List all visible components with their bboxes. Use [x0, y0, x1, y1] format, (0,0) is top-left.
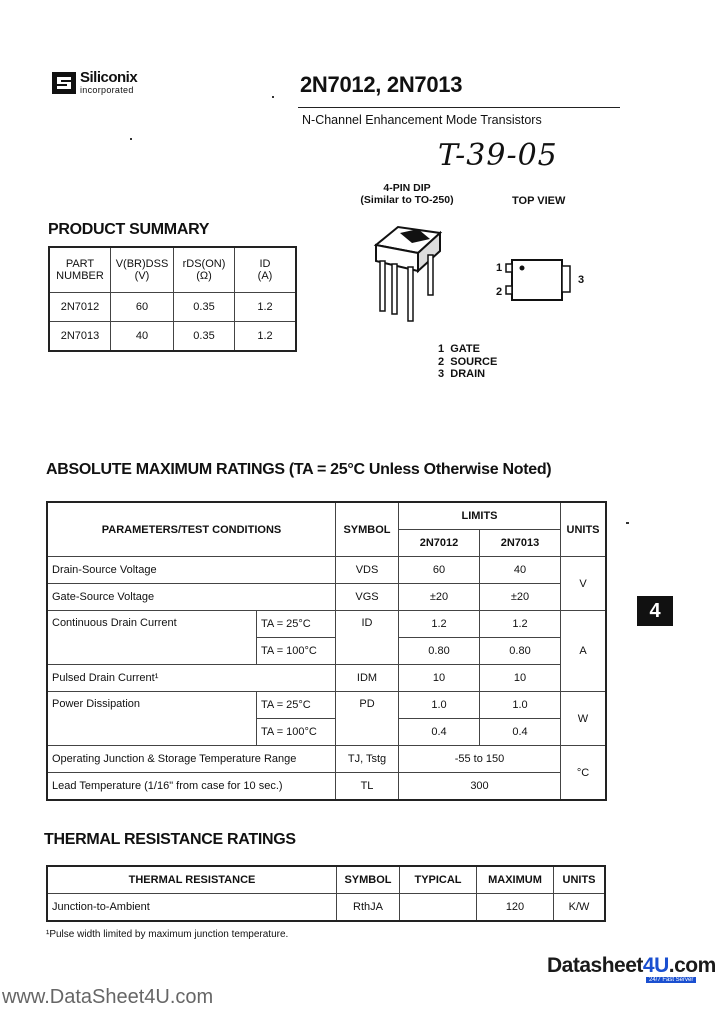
top-view-label: TOP VIEW: [512, 195, 566, 207]
amr-title: ABSOLUTE MAXIMUM RATINGS (TA = 25°C Unless Otherwise Noted): [46, 461, 552, 478]
device-subtitle: N-Channel Enhancement Mode Transistors: [302, 113, 542, 127]
watermark-logo: Datasheet4U.com: [547, 954, 716, 977]
legend-item: 2 SOURCE: [438, 355, 498, 368]
table-row: Drain-Source Voltage VDS 60 40 V: [47, 557, 606, 584]
part-title: 2N7012, 2N7013: [300, 72, 463, 97]
col-part: PART NUMBER: [49, 247, 111, 293]
watermark-link[interactable]: www.DataSheet4U.com: [2, 986, 214, 1008]
brand-name: Siliconix: [80, 69, 138, 86]
table-row: Lead Temperature (1/16" from case for 10 sec.) TL 300: [47, 773, 606, 801]
stray-mark: [626, 522, 629, 524]
pin-3-label: 3: [578, 274, 585, 286]
dip-package-drawing: [368, 215, 448, 325]
table-row: Gate-Source Voltage VGS ±20 ±20: [47, 584, 606, 611]
pin-legend: [438, 343, 497, 381]
title-rule: [298, 107, 620, 108]
thermal-resistance-table: [46, 865, 606, 922]
handwritten-code: T-39-05: [438, 138, 558, 173]
product-summary-title: PRODUCT SUMMARY: [48, 221, 210, 238]
col-rds: rDS(ON) (Ω): [174, 247, 235, 293]
package-label: [352, 182, 462, 206]
table-header-row: 2N7012 2N7013: [47, 530, 606, 557]
package-similar: (Similar to TO-250): [360, 194, 454, 206]
thermal-title: THERMAL RESISTANCE RATINGS: [44, 831, 296, 848]
product-summary-table: [48, 246, 297, 352]
top-view-drawing: [492, 250, 592, 310]
legend-item: 3 DRAIN: [438, 368, 486, 380]
table-row: Continuous Drain Current TA = 25°C ID 1.2 1.2 A: [47, 611, 606, 638]
table-row: Junction-to-Ambient RthJA 120 K/W: [47, 894, 605, 922]
stray-mark: [130, 138, 132, 140]
table-header-row: [49, 247, 296, 293]
table-header-row: THERMAL RESISTANCE SYMBOL TYPICAL MAXIMUM UNITS: [47, 866, 605, 894]
pin-1-label: 1: [496, 262, 503, 274]
siliconix-logo-icon: [52, 70, 76, 94]
brand-subtitle: incorporated: [80, 85, 134, 95]
watermark-tag: 24/7 Fast Server: [646, 977, 696, 983]
table-row: TA = 100°C 0.4 0.4: [47, 719, 606, 746]
table-row: Operating Junction & Storage Temperature Range TJ, Tstg -55 to 150 °C: [47, 746, 606, 773]
col-vbr: V(BR)DSS (V): [111, 247, 174, 293]
legend-item: 1 GATE: [438, 343, 480, 355]
stray-mark: [272, 96, 274, 98]
col-id: ID (A): [235, 247, 297, 293]
absolute-max-ratings-table: [46, 501, 607, 801]
brand-logo: [52, 70, 160, 98]
footnote: ¹Pulse width limited by maximum junction temperature.: [46, 929, 289, 940]
package-type: 4-PIN DIP: [383, 182, 431, 194]
table-row: TA = 100°C 0.80 0.80: [47, 638, 606, 665]
table-header-row: PARAMETERS/TEST CONDITIONS SYMBOL LIMITS UNITS: [47, 502, 606, 530]
table-row: Power Dissipation TA = 25°C PD 1.0 1.0 W: [47, 692, 606, 719]
table-row: 2N7012 60 0.35 1.2: [49, 293, 296, 322]
pin-2-label: 2: [496, 286, 503, 298]
table-row: 2N7013 40 0.35 1.2: [49, 322, 296, 352]
section-tab: 4: [637, 596, 673, 626]
table-row: Pulsed Drain Current¹ IDM 10 10: [47, 665, 606, 692]
